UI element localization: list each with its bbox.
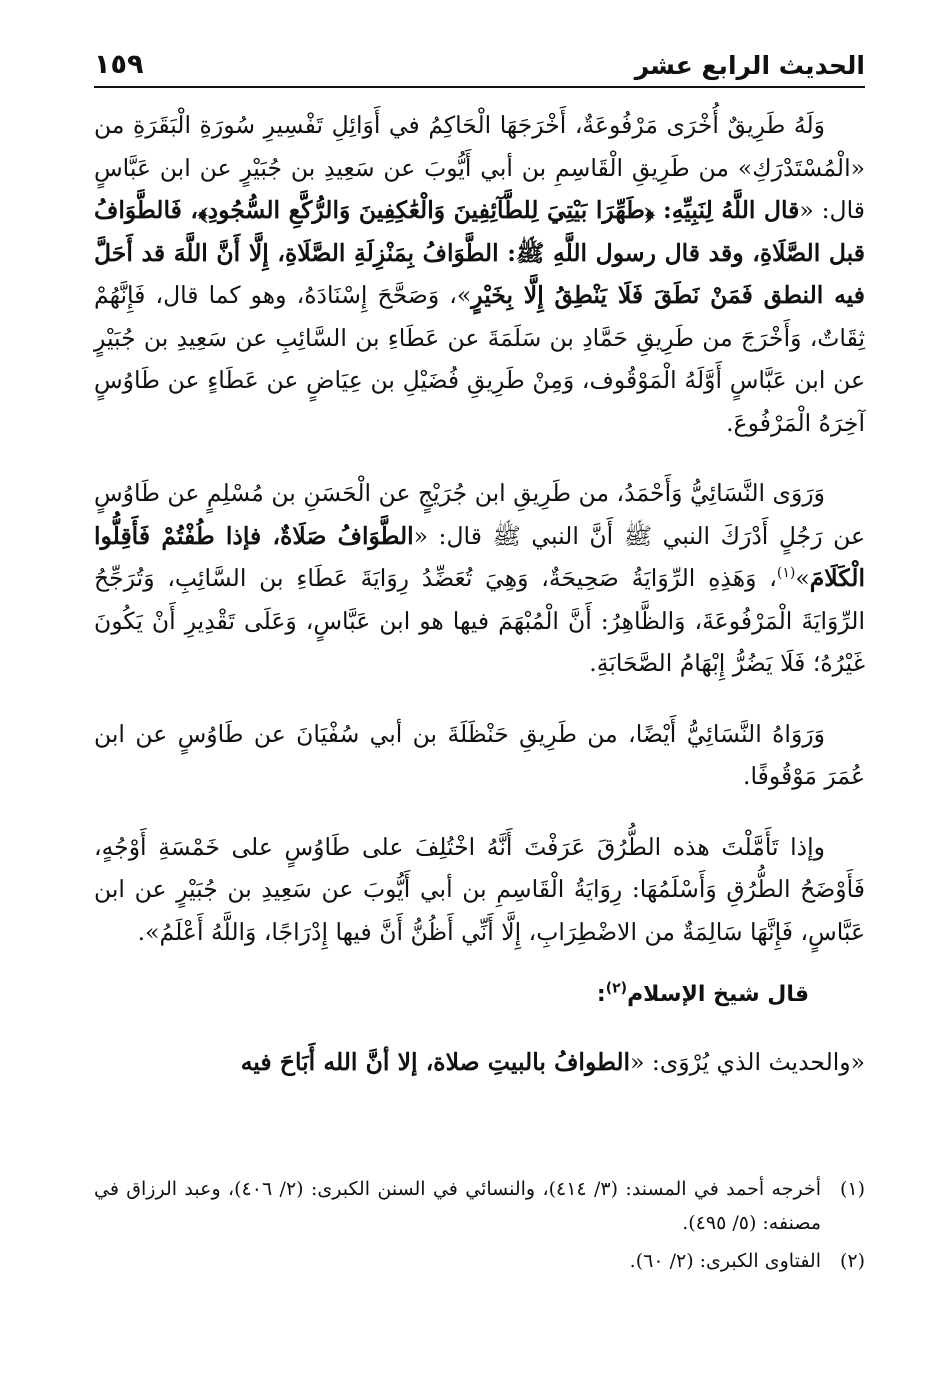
paragraph-5-text-a: «والحديث الذي يُرْوَى: « — [630, 1048, 865, 1076]
footnote-1 — [94, 1172, 865, 1240]
footnotes-section — [94, 1172, 865, 1282]
main-text — [94, 104, 865, 1112]
paragraph-4: وإذا تَأَمَّلْتَ هذه الطُّرُقَ عَرَفْتَ أَنَّهُ اخْتُلِفَ على طَاوُسٍ على خَمْسَةِ أَوْجُهٍ، فَأَوْضَحُ الطُّرُقِ وَأَسْلَمُهَا: رِوَايَةُ الْقَاسِمِ بن أبي أَيُّوبَ عن سَعِيدِ بن جُبَيْرٍ عن ابن عَبَّاسٍ، فَإِنَّهَا سَالِمَةٌ من الاضْطِرَابِ، إِلَّا أَنِّي أَظُنُّ أَنَّ فيها إِدْرَاجًا، وَاللَّهُ أَعْلَمُ». — [94, 832, 865, 946]
paragraph-5-bold-quote: الطوافُ بالبيتِ صلاة، إلا أنَّ الله أَبَاحَ فيه — [240, 1048, 631, 1076]
heading-colon: : — [596, 982, 606, 1007]
paragraph-2 — [94, 472, 865, 685]
paragraph-2-bold-quote: الطَّوَافُ صَلَاةٌ، فإذا طُفْتُمْ فَأَقِلُّوا الْكَلَامَ — [94, 521, 865, 592]
section-heading — [94, 975, 865, 1015]
paragraph-2-text-a: وَرَوَى النَّسَائِيُّ وَأَحْمَدُ، من طَرِيقِ ابن جُرَيْجٍ عن الْحَسَنِ بن مُسْلِمٍ عن طَاوُسٍ عن رَجُلٍ أَدْرَكَ النبي ﷺ أَنَّ النبي ﷺ قال: « — [94, 479, 865, 550]
paragraph-2-text-b: » — [795, 564, 810, 592]
paragraph-3: وَرَوَاهُ النَّسَائِيُّ أَيْضًا، من طَرِيقِ حَنْظَلَةَ بن أبي سُفْيَانَ عن طَاوُسٍ عن ابن عُمَرَ مَوْقُوفًا. — [94, 719, 865, 790]
footnote-1-text: أخرجه أحمد في المسند: (٣/ ٤١٤)، والنسائي في السنن الكبرى: (٢/ ٤٠٦)، وعبد الرزاق في مصنفه: (٥/ ٤٩٥). — [94, 1178, 821, 1234]
footnote-1-number: (١) — [839, 1178, 865, 1200]
paragraph-1-text-b: »، وَصَحَّحَ إِسْنَادَهُ، وهو كما قال، فَإِنَّهُمْ ثِقَاتٌ، وَأَخْرَجَ من طَرِيقِ حَمَّادِ بن سَلَمَةَ عن عَطَاءِ بن السَّائِبِ عن سَعِيدِ بن جُبَيْرٍ عن ابن عَبَّاسٍ أَوَّلَهُ الْمَوْقُوف، وَمِنْ طَرِيقِ فُضَيْلِ بن عِيَاضٍ عن عَطَاءٍ عن طَاوُسٍ آخِرَهُ الْمَرْفُوعَ. — [94, 281, 865, 437]
paragraph-1-bold-quote: قال اللَّهُ لِنَبِيِّهِ: ﴿طَهِّرَا بَيْتِيَ لِلطَّآئِفِينَ وَالْعَٰكِفِينَ وَالرُّكَّعِ السُّجُودِ﴾، فَالطَّوَافُ قبل الصَّلَاةِ، وقد قال رسول اللَّهِ ﷺ: الطَّوَافُ بِمَنْزِلَةِ الصَّلَاةِ، إِلَّا أَنَّ اللَّهَ قد أَحَلَّ فيه النطق فَمَنْ نَطَقَ فَلَا يَنْطِقُ إِلَّا بِخَيْرٍ — [94, 196, 865, 309]
chapter-title: الحديث الرابع عشر — [634, 51, 865, 80]
footnote-2-number: (٢) — [839, 1250, 865, 1272]
page-number: ١٥٩ — [94, 49, 144, 80]
footnote-2 — [94, 1244, 865, 1278]
footnote-ref-1[interactable]: (١) — [776, 565, 796, 582]
paragraph-1-text-a: وَلَهُ طَرِيقٌ أُخْرَى مَرْفُوعَةٌ، أَخْرَجَهَا الْحَاكِمُ في أَوَائِلِ تَفْسِيرِ سُورَةِ الْبَقَرَةِ من «الْمُسْتَدْرَكِ» من طَرِيقِ الْقَاسِمِ بن أبي أَيُّوبَ عن سَعِيدِ بن جُبَيْرٍ عن ابن عَبَّاسٍ قال: « — [94, 111, 866, 224]
heading-text: قال شيخ الإسلام — [627, 982, 809, 1007]
paragraph-1 — [94, 104, 865, 444]
footnote-2-text: الفتاوى الكبرى: (٢/ ٦٠). — [629, 1250, 821, 1272]
running-header — [94, 36, 865, 88]
footnote-ref-2[interactable]: (٢) — [605, 980, 628, 997]
paragraph-5 — [94, 1041, 865, 1084]
paragraph-2-text-c: ، وَهَذِهِ الرِّوَايَةُ صَحِيحَةٌ، وَهِيَ تُعَضِّدُ رِوَايَةَ عَطَاءِ بن السَّائِبِ، وَتُرَجِّحُ الرِّوَايَةَ الْمَرْفُوعَةَ، وَالظَّاهِرُ: أَنَّ الْمُبْهَمَ فيها هو ابن عَبَّاسٍ، وَعَلَى تَقْدِيرِ أَنْ يَكُونَ غَيْرُهُ؛ فَلَا يَضُرُّ إِبْهَامُ الصَّحَابَةِ. — [94, 564, 865, 677]
